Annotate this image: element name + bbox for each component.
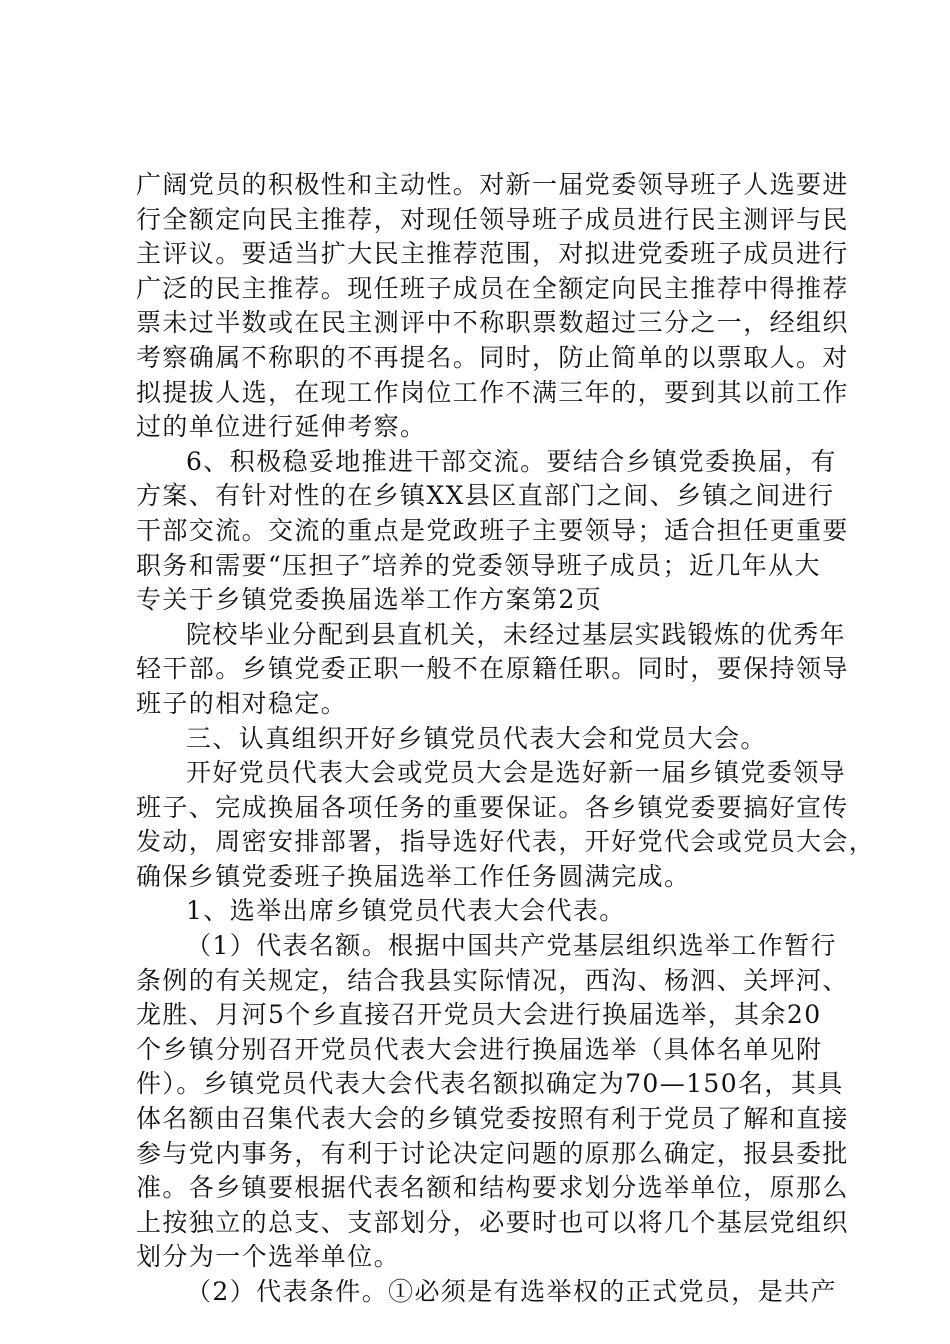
text-line: 划分为一个选举单位。 [136,1242,401,1272]
text-line: 确保乡镇党委班子换届选举工作任务圆满完成。 [136,861,691,891]
text-line: 件）。乡镇党员代表大会代表名额拟确定为70—150名，其具 [136,1069,844,1099]
text-line: 个乡镇分别召开党员代表大会进行换届选举（具体名单见附 [136,1034,823,1064]
text-line: 轻干部。乡镇党委正职一般不在原籍任职。同时，要保持领导 [136,654,849,684]
text-line: 发动，周密安排部署，指导选好代表，开好党代会或党员大会， [136,827,876,857]
text-line: 主评议。要适当扩大民主推荐范围，对拟进党委班子成员进行 [136,239,849,269]
text-line: 班子的相对稳定。 [136,688,348,718]
text-line: 开好党员代表大会或党员大会是选好新一届乡镇党委领导 [186,758,847,788]
text-line: 广阔党员的积极性和主动性。对新一届党委领导班子人选要进 [136,170,849,199]
document-body [136,168,876,1310]
text-line: 过的单位进行延伸考察。 [136,412,427,442]
text-line: 参与党内事务，有利于讨论决定问题的原那么确定，报县委批 [136,1138,849,1168]
text-line: 6、积极稳妥地推进干部交流。要结合乡镇党委换届，有 [186,446,837,476]
text-line: （1）代表名额。根据中国共产党基层组织选举工作暂行 [186,931,837,961]
text-line: 条例的有关规定，结合我县实际情况，西沟、杨泗、关坪河、 [136,965,849,995]
text-line: 1、选举出席乡镇党员代表大会代表。 [186,896,626,926]
text-line: 专关于乡镇党委换届选举工作方案第2页 [136,585,603,615]
text-line: 行全额定向民主推荐，对现任领导班子成员进行民主测评与民 [136,204,849,234]
text-line: （2）代表条件。①必须是有选举权的正式党员，是共产 [186,1277,837,1306]
text-line: 考察确属不称职的不再提名。同时，防止简单的以票取人。对 [136,342,849,372]
text-line: 方案、有针对性的在乡镇XX县区直部门之间、乡镇之间进行 [136,481,835,511]
text-line: 票未过半数或在民主测评中不称职票数超过三分之一，经组织 [136,308,849,338]
text-line: 广泛的民主推荐。现任班子成员在全额定向民主推荐中得推荐 [136,273,849,303]
text-line: 拟提拔人选，在现工作岗位工作不满三年的，要到其以前工作 [136,377,849,407]
text-line: 准。各乡镇要根据代表名额和结构要求划分选举单位，原那么 [136,1173,849,1203]
text-line: 院校毕业分配到县直机关，未经过基层实践锻炼的优秀年 [186,619,847,649]
text-line: 干部交流。交流的重点是党政班子主要领导；适合担任更重要 [136,515,849,545]
text-line: 龙胜、月河5个乡直接召开党员大会进行换届选举，其余20 [136,1000,822,1030]
text-line: 班子、完成换届各项任务的重要保证。各乡镇党委要搞好宣传 [136,792,849,822]
text-line: 职务和需要“压担子″培养的党委领导班子成员；近几年从大 [136,550,821,580]
text-line: 体名额由召集代表大会的乡镇党委按照有利于党员了解和直接 [136,1104,849,1134]
text-line: 三、认真组织开好乡镇党员代表大会和党员大会。 [186,723,767,753]
text-line: 上按独立的总支、支部划分，必要时也可以将几个基层党组织 [136,1207,849,1237]
